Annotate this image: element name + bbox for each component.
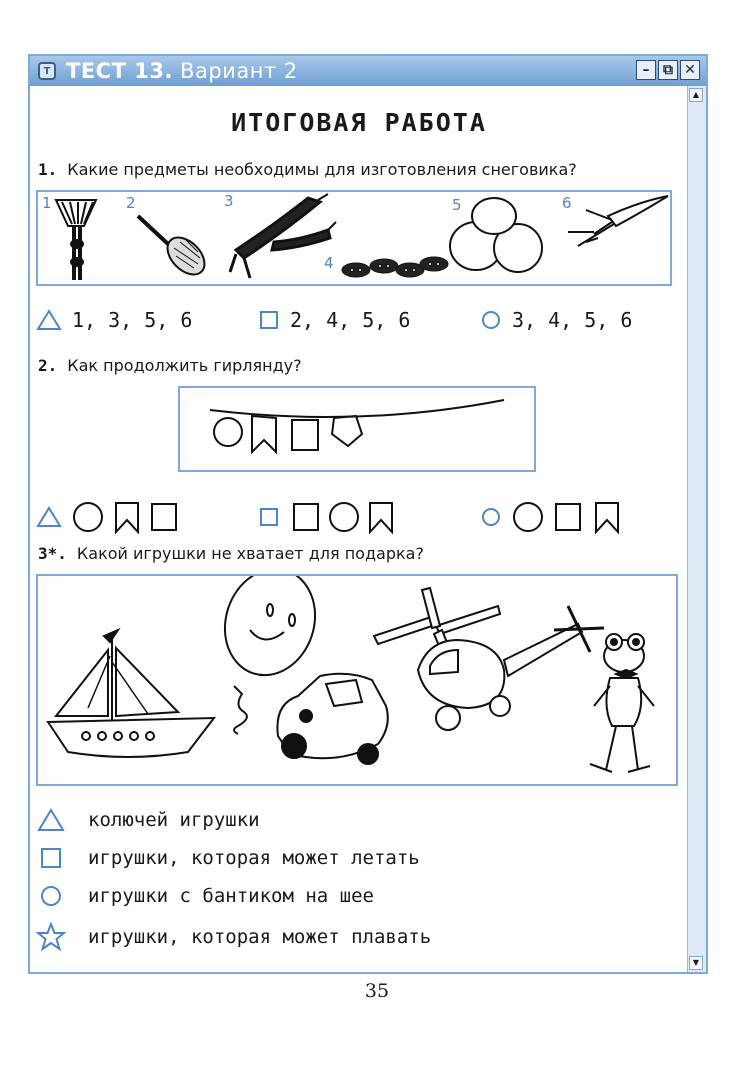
- toys-pictures: [38, 576, 676, 784]
- helicopter-icon: [374, 588, 604, 730]
- question-3-number: 3*.: [38, 544, 67, 563]
- window-controls: [636, 60, 700, 80]
- page-number: 35: [364, 980, 390, 1002]
- garland-answer-triangle[interactable]: [36, 500, 258, 534]
- square-icon: [39, 846, 63, 870]
- question-1-answers: [36, 308, 688, 332]
- title-test-number: ТЕСТ 13.: [66, 59, 173, 83]
- question-1-number: 1.: [38, 160, 58, 179]
- toy-option-circle[interactable]: [36, 884, 374, 908]
- toy-option-1-text: колючей игрушки: [88, 809, 260, 831]
- circle-icon: [480, 506, 502, 528]
- answer-2-square[interactable]: [258, 308, 480, 332]
- question-1: [38, 160, 577, 179]
- item-number-6: 6: [562, 194, 572, 212]
- buttons-icon: [342, 257, 448, 277]
- circle-icon: [480, 309, 502, 331]
- scroll-down-icon[interactable]: ▼: [689, 956, 703, 970]
- toy-option-square[interactable]: [36, 846, 420, 870]
- garland-answer-square[interactable]: [258, 500, 480, 534]
- triangle-icon: [36, 309, 62, 331]
- branch-icon: [230, 194, 336, 278]
- test-window: [28, 54, 708, 974]
- snowballs-icon: [450, 198, 542, 272]
- toy-option-4-text: игрушки, которая может плавать: [88, 926, 432, 948]
- answer-1-text: 1, 3, 5, 6: [72, 308, 193, 332]
- toy-option-triangle[interactable]: [36, 808, 260, 832]
- answer-2-text: 2, 4, 5, 6: [290, 308, 411, 332]
- item-number-4: 4: [324, 254, 334, 272]
- minimize-icon[interactable]: –: [636, 60, 656, 80]
- scroll-up-icon[interactable]: ▲: [689, 88, 703, 102]
- question-3-text: Какой игрушки не хватает для подарка?: [76, 544, 424, 563]
- item-number-2: 2: [126, 194, 136, 212]
- garland-option-circle-square-flag: [512, 500, 642, 534]
- garland-answer-circle[interactable]: [480, 500, 642, 534]
- item-number-1: 1: [42, 194, 52, 212]
- garland-option-circle-flag-square: [72, 500, 192, 534]
- answer-3-circle[interactable]: [480, 308, 632, 332]
- frog-icon: [590, 634, 654, 772]
- item-number-3: 3: [224, 192, 234, 210]
- carrot-icon: [568, 196, 668, 246]
- answer-1-triangle[interactable]: [36, 308, 258, 332]
- question-2-number: 2.: [38, 356, 58, 375]
- question-1-picture-box: [36, 190, 672, 286]
- worksheet-content: [30, 86, 688, 972]
- title-variant: Вариант 2: [172, 59, 298, 83]
- square-icon: [258, 506, 280, 528]
- question-2: [38, 356, 302, 375]
- title-bar: [30, 56, 706, 86]
- circle-icon: [39, 884, 63, 908]
- toy-option-star[interactable]: [36, 922, 431, 952]
- star-icon: [36, 922, 66, 952]
- window-app-icon: T: [38, 62, 56, 80]
- toy-option-3-text: игрушки с бантиком на шее: [88, 885, 374, 907]
- close-icon[interactable]: ✕: [680, 60, 700, 80]
- garland-picture-box: [178, 386, 536, 472]
- question-2-text: Как продолжить гирлянду?: [67, 356, 302, 375]
- square-icon: [258, 309, 280, 331]
- triangle-icon: [37, 808, 65, 832]
- question-1-text: Какие предметы необходимы для изготовления снеговика?: [67, 160, 577, 179]
- window-title: [66, 59, 298, 83]
- question-1-pictures: [38, 192, 670, 284]
- question-2-answers: [36, 500, 688, 534]
- triangle-icon: [36, 506, 62, 528]
- tennis-racket-icon: [138, 216, 211, 281]
- page-title: ИТОГОВАЯ РАБОТА: [231, 108, 487, 137]
- question-3: [38, 544, 424, 563]
- garland-option-square-circle-flag: [290, 500, 410, 534]
- vertical-scrollbar[interactable]: [687, 86, 706, 972]
- toy-option-2-text: игрушки, которая может летать: [88, 847, 420, 869]
- garland-icon: [180, 388, 534, 470]
- toys-picture-box: [36, 574, 678, 786]
- car-icon: [277, 674, 387, 764]
- answer-3-text: 3, 4, 5, 6: [512, 308, 633, 332]
- item-number-5: 5: [452, 196, 462, 214]
- rake-icon: [56, 200, 96, 280]
- restore-icon[interactable]: ⧉: [658, 60, 678, 80]
- sailboat-icon: [48, 630, 214, 757]
